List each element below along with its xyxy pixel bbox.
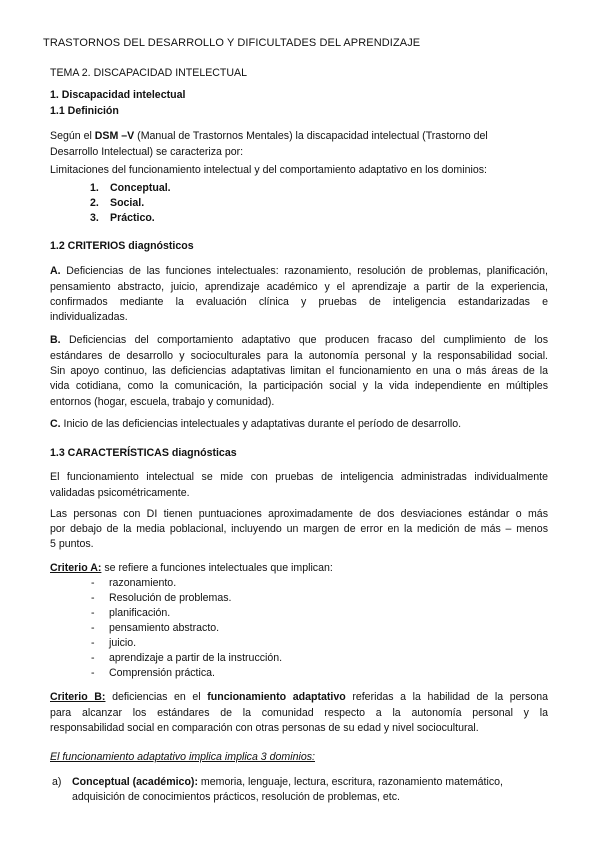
criteria-heading: 1.2 CRITERIOS diagnósticos: [50, 240, 194, 252]
characteristics-paragraph-line: Las personas con DI tienen puntuaciones aproximadamente de dos desviaciones estándar o más: [50, 508, 548, 520]
list-item: razonamiento.: [109, 577, 177, 589]
criterio-a-line: Criterio A: se refiere a funciones intelectuales que implican:: [50, 562, 333, 574]
bullet-dash: -: [91, 607, 95, 619]
criterion-c-line: C. Inicio de las deficiencias intelectuales y adaptativas durante el período de desarrollo.: [50, 418, 462, 430]
document-title: TRASTORNOS DEL DESARROLLO Y DIFICULTADES DEL APRENDIZAJE: [43, 37, 421, 49]
criterion-a-line: confirmados mediante la evaluación clínica y pruebas de inteligencia estandarizadas e: [50, 296, 548, 308]
bullet-dash: -: [91, 637, 95, 649]
dsm-label: DSM –V: [94, 130, 135, 142]
list-item: pensamiento abstracto.: [109, 622, 220, 634]
bullet-dash: -: [91, 622, 95, 634]
subsection-heading: 1.1 Definición: [50, 105, 119, 117]
bullet-dash: -: [91, 652, 95, 664]
criterion-b-line: B. Deficiencias del comportamiento adaptativo que producen fracaso del cumplimiento de los: [50, 334, 548, 346]
criterion-b-line: vida cotidiana, como la comunicación, la participación social y la vida independiente en múltiples: [50, 380, 548, 392]
criterion-a-line: pensamiento abstracto, juicio, aprendizaje académico y el aprendizaje a partir de la experiencia,: [50, 281, 548, 293]
list-item: Resolución de problemas.: [109, 592, 232, 604]
limitations-line: Limitaciones del funcionamiento intelectual y del comportamiento adaptativo en los dominios:: [50, 164, 487, 176]
criterion-b-line: Sin apoyo continuo, las deficiencias adaptativas limitan el funcionamiento en una o más áreas de la: [50, 365, 548, 377]
topic-title: TEMA 2. DISCAPACIDAD INTELECTUAL: [50, 67, 248, 79]
list-item: juicio.: [109, 637, 137, 649]
list-item: aprendizaje a partir de la instrucción.: [109, 652, 283, 664]
criterio-b-line: Criterio B: deficiencias en el funcionamiento adaptativo referidas a la habilidad de la persona: [50, 691, 549, 703]
criterion-a-line: A. Deficiencias de las funciones intelectuales: razonamiento, resolución de problemas, planificación,: [50, 265, 548, 277]
bullet-dash: -: [91, 592, 95, 604]
definition-line-2: Desarrollo Intelectual) se caracteriza por:: [50, 146, 244, 158]
list-item: planificación.: [109, 607, 171, 619]
characteristics-paragraph-line: 5 puntos.: [50, 538, 94, 550]
domain-item: 3. Práctico.: [90, 212, 155, 224]
domain-item: 1. Conceptual.: [90, 182, 171, 194]
criterio-b-label: Criterio B:: [50, 691, 106, 703]
criterio-b-line: responsabilidad social en comparación con otras personas de su edad y nivel sociocultural.: [50, 722, 479, 734]
criterio-a-label: Criterio A:: [50, 562, 102, 574]
domain-a-line: adquisición de conocimientos prácticos, resolución de problemas, etc.: [72, 791, 400, 803]
criterion-b-line: estándares de desarrollo y socioculturales para la autonomía personal y la responsabilidad social.: [50, 350, 548, 362]
bullet-dash: -: [91, 577, 95, 589]
criterion-a-line: individualizadas.: [50, 311, 128, 323]
characteristics-paragraph-line: validadas psicométricamente.: [50, 487, 190, 499]
bullet-dash: -: [91, 667, 95, 679]
characteristics-paragraph-line: por debajo de la media poblacional, incluyendo un margen de error en la medición de más – menos: [50, 523, 548, 535]
characteristics-heading: 1.3 CARACTERÍSTICAS diagnósticas: [50, 447, 237, 459]
list-item: Comprensión práctica.: [109, 667, 215, 679]
criterio-b-line: para alcanzar los estándares de la comunidad respecto a la autonomía personal y la: [50, 707, 548, 719]
adaptive-domains-note: El funcionamiento adaptativo implica implica 3 dominios:: [50, 751, 315, 763]
characteristics-paragraph-line: El funcionamiento intelectual se mide con pruebas de inteligencia administradas individualmente: [50, 471, 548, 483]
section-heading: 1. Discapacidad intelectual: [50, 89, 186, 101]
definition-line-1: Según el DSM –V (Manual de Trastornos Mentales) la discapacidad intelectual (Trastorno del: [50, 130, 488, 142]
domain-a-line: a) Conceptual (académico): memoria, lenguaje, lectura, escritura, razonamiento matemático,: [52, 776, 503, 788]
criterion-b-line: entornos (hogar, escuela, trabajo y comunidad).: [50, 396, 275, 408]
domain-item: 2. Social.: [90, 197, 145, 209]
